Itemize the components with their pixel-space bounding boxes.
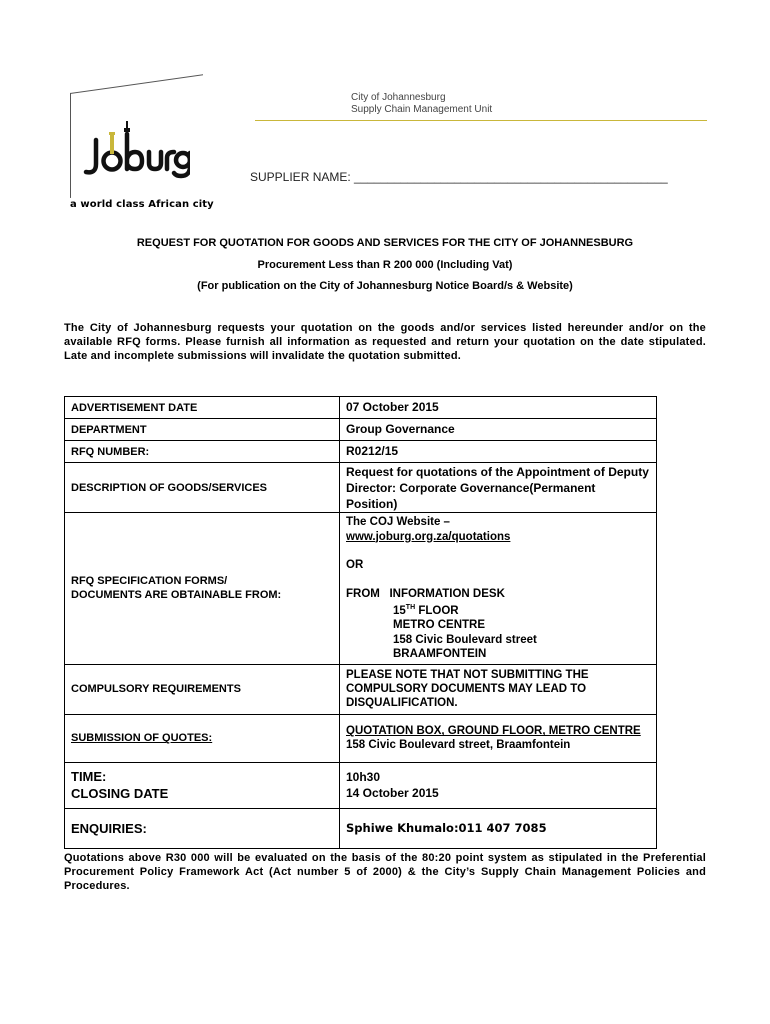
floor-number: 15	[393, 604, 406, 617]
submission-box: QUOTATION BOX, GROUND FLOOR, METRO CENTRE	[346, 725, 641, 738]
address-line-4: 158 Civic Boulevard street	[393, 633, 537, 646]
org-header	[351, 92, 492, 116]
time-closing-label	[65, 762, 340, 808]
table-row	[65, 664, 657, 714]
description-value: Request for quotations of the Appointment of Deputy Director: Corporate Governance(Permanent Position)	[340, 463, 657, 513]
enquiries-value: Sphiwe Khumalo:011 407 7085	[340, 808, 657, 848]
info-desk-text: INFORMATION DESK	[389, 587, 505, 600]
document-title: REQUEST FOR QUOTATION FOR GOODS AND SERVICES FOR THE CITY OF JOHANNESBURG	[136, 237, 634, 249]
rfq-number-value: R0212/15	[340, 441, 657, 463]
description-label: DESCRIPTION OF GOODS/SERVICES	[65, 463, 340, 513]
spec-forms-label-line2: DOCUMENTS ARE OBTAINABLE FROM:	[71, 589, 282, 602]
org-name: City of Johannesburg	[351, 92, 446, 103]
document-subtitle: Procurement Less than R 200 000 (Including Vat)	[257, 259, 513, 271]
table-row	[65, 419, 657, 441]
closing-date-label: CLOSING DATE	[71, 786, 169, 802]
advert-date-label: ADVERTISEMENT DATE	[65, 397, 340, 419]
table-row	[65, 808, 657, 848]
time-label: TIME:	[71, 769, 107, 785]
rfq-details-table	[64, 396, 657, 849]
spec-forms-label	[65, 513, 340, 665]
table-row	[65, 441, 657, 463]
header-divider	[255, 120, 707, 121]
publication-note: (For publication on the City of Johannesburg Notice Board/s & Website)	[197, 280, 573, 292]
submission-label: SUBMISSION OF QUOTES:	[65, 714, 340, 762]
department-label: DEPARTMENT	[65, 419, 340, 441]
table-row	[65, 714, 657, 762]
supplier-name-field[interactable]: SUPPLIER NAME: _______________________________________________	[250, 170, 668, 184]
compulsory-requirements-label: COMPULSORY REQUIREMENTS	[65, 664, 340, 714]
floor-suffix: TH	[405, 604, 416, 611]
compulsory-requirements-value: PLEASE NOTE THAT NOT SUBMITTING THE COMPULSORY DOCUMENTS MAY LEAD TO DISQUALIFICATION.	[340, 664, 657, 714]
logo-tagline: a world class African city	[70, 199, 214, 210]
table-row	[65, 762, 657, 808]
logo-wordmark: Joburg	[130, 118, 134, 119]
address-line-2	[346, 601, 650, 618]
department-value: Group Governance	[340, 419, 657, 441]
table-row	[65, 513, 657, 665]
spec-forms-label-line1: RFQ SPECIFICATION FORMS/	[71, 575, 228, 588]
rfq-number-label: RFQ NUMBER:	[65, 441, 340, 463]
address-line-5: BRAAMFONTEIN	[393, 648, 487, 661]
or-text: OR	[346, 559, 364, 571]
joburg-logo	[80, 118, 190, 188]
intro-paragraph: The City of Johannesburg requests your quotation on the goods and/or services listed hereunder and/or on the available RFQ forms. Please furnish all information as requested and return your quotation on the date stipulated. Late and incomplete submissions will invalidate the quotation submitted.	[64, 322, 706, 362]
time-closing-value	[340, 762, 657, 808]
table-row	[65, 463, 657, 513]
submission-address: 158 Civic Boulevard street, Braamfontein	[346, 739, 571, 752]
evaluation-note: Quotations above R30 000 will be evaluated on the basis of the 80:20 point system as stipulated in the Preferential Procurement Policy Framework Act (Act number 5 of 2000) & the City’s Supply Chain Management Policies and Procedures.	[64, 852, 706, 892]
floor-text: FLOOR	[415, 604, 459, 617]
from-text: FROM	[346, 587, 380, 600]
submission-value	[340, 714, 657, 762]
address-line-1	[346, 587, 650, 602]
address-line-3: METRO CENTRE	[393, 619, 485, 632]
org-unit: Supply Chain Management Unit	[351, 104, 493, 115]
table-row	[65, 397, 657, 419]
advert-date-value: 07 October 2015	[340, 397, 657, 419]
quotations-website-link[interactable]: www.joburg.org.za/quotations	[346, 530, 511, 543]
closing-date-value: 14 October 2015	[346, 786, 439, 801]
spec-forms-value	[340, 513, 657, 665]
enquiries-label: ENQUIRIES:	[65, 808, 340, 848]
time-value: 10h30	[346, 770, 381, 785]
website-label: The COJ Website –	[346, 516, 450, 528]
